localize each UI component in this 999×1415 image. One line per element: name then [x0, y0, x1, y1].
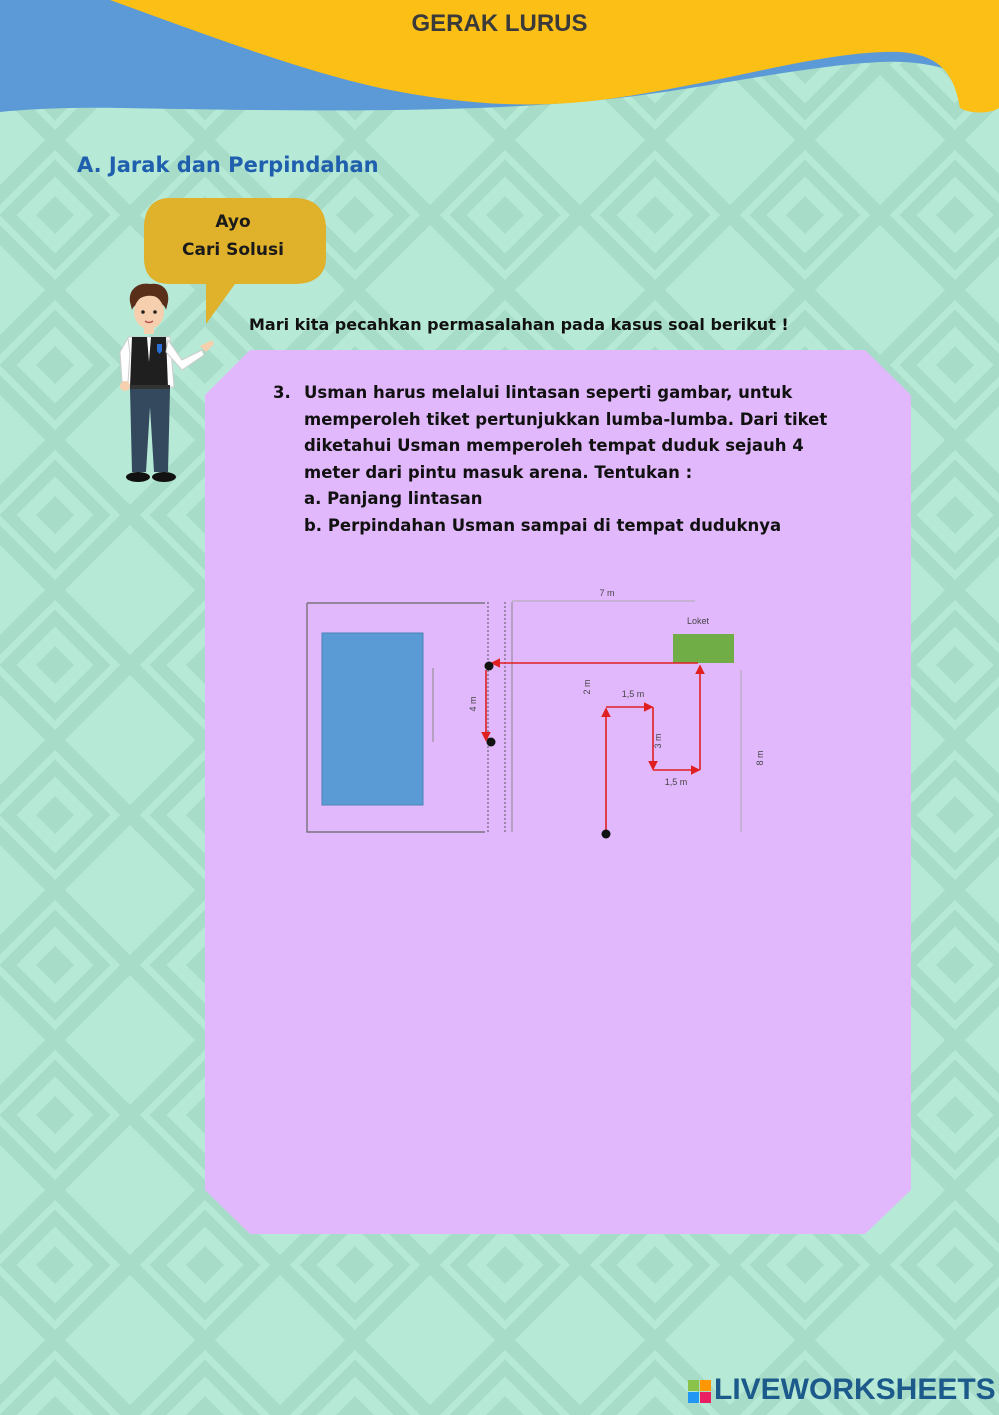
label-2m: 2 m — [582, 679, 592, 695]
question-line: diketahui Usman memperoleh tempat duduk sejauh 4 — [304, 436, 804, 455]
label-4m: 4 m — [468, 696, 478, 712]
question-item-b: b. Perpindahan Usman sampai di tempat duduknya — [304, 515, 782, 535]
page-title: GERAK LURUS — [411, 10, 588, 37]
loket-box — [673, 634, 734, 663]
question-line: Usman harus melalui lintasan seperti gambar, untuk — [304, 383, 793, 402]
entrance-point — [485, 662, 494, 671]
question-block — [273, 380, 873, 539]
label-1-5m-bottom: 1,5 m — [664, 777, 688, 787]
label-7m: 7 m — [599, 588, 615, 598]
bubble-line-1: Ayo — [215, 212, 251, 232]
label-3m: 3 m — [653, 733, 663, 749]
start-point — [602, 830, 611, 839]
label-1-5m-top: 1,5 m — [621, 689, 645, 699]
section-title: A. Jarak dan Perpindahan — [77, 153, 379, 177]
label-8m: 8 m — [755, 750, 765, 766]
question-item-a: a. Panjang lintasan — [304, 489, 483, 508]
liveworksheets-logo-icon — [688, 1374, 712, 1410]
seat-point — [487, 738, 496, 747]
bubble-text — [145, 208, 321, 264]
liveworksheets-brand[interactable]: LIVEWORKSHEETS — [714, 1373, 996, 1406]
question-line: memperoleh tiket pertunjukkan lumba-lumba. Dari tiket — [304, 409, 828, 429]
path-diagram — [300, 580, 780, 845]
student-character-illustration — [110, 282, 220, 492]
pool-rectangle — [322, 633, 423, 805]
bubble-line-2: Cari Solusi — [182, 240, 284, 260]
question-number: 3. — [273, 383, 291, 402]
question-line: meter dari pintu masuk arena. Tentukan : — [304, 462, 693, 482]
label-loket: Loket — [686, 616, 710, 626]
intro-instruction: Mari kita pecahkan permasalahan pada kasus soal berikut ! — [249, 315, 789, 334]
